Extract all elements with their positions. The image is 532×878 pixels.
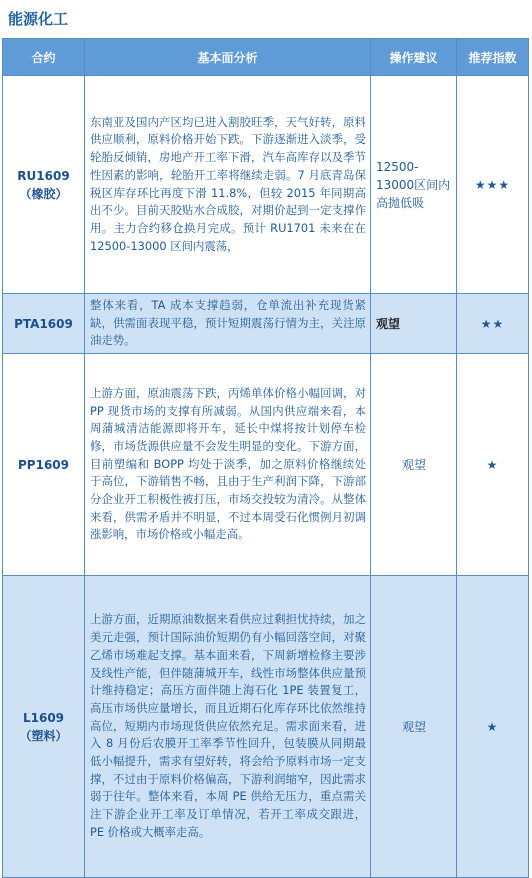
rating-stars: ★ bbox=[457, 576, 529, 878]
analysis-cell: 东南亚及国内产区均已进入割胶旺季，天气好转，原料供应顺利，原料价格开始下跌。下游逐渐进入淡季，受轮胎反倾销，房地产开工率下滑，汽车高库存以及季节性因素的影响，轮胎开工率将继续走弱。7 月底青岛保税区库存环比再度下滑 11.8%，但较 2015 年同期高出不少。目前天胶贴水合成胶，对期价起到一定支撑作用。主力合约移仓换月完成。预计 RU1701 未来在在 12500-13000 区间内震荡， bbox=[85, 76, 371, 294]
page-title: 能源化工 bbox=[8, 10, 69, 28]
contract-code: PP1609 bbox=[18, 457, 69, 472]
header-advice: 操作建议 bbox=[371, 39, 457, 76]
advice-cell: 观望 bbox=[371, 294, 457, 354]
contract-cell bbox=[3, 76, 85, 294]
contract-cell bbox=[3, 354, 85, 576]
contract-subtitle: （橡胶） bbox=[19, 186, 68, 201]
contract-code: RU1609 bbox=[17, 168, 70, 183]
header-contract: 合约 bbox=[3, 39, 85, 76]
contract-code: L1609 bbox=[22, 710, 65, 725]
contract-cell bbox=[3, 576, 85, 878]
table-row bbox=[3, 294, 529, 354]
table-row bbox=[3, 576, 529, 878]
table-header-row bbox=[3, 39, 529, 76]
advice-cell: 12500-13000区间内高抛低吸 bbox=[371, 76, 457, 294]
contract-code: PTA1609 bbox=[14, 316, 73, 331]
rating-stars: ★★ bbox=[457, 294, 529, 354]
rating-stars: ★ bbox=[457, 354, 529, 576]
header-analysis: 基本面分析 bbox=[85, 39, 371, 76]
contract-subtitle: （塑料） bbox=[19, 728, 68, 743]
analysis-cell: 上游方面，原油震荡下跌，丙烯单体价格小幅回调，对 PP 现货市场的支撑有所减弱。从国内供应端来看，本周蒲城清洁能源即将开车，延长中煤将按计划停车检修，市场货源供应量不会发生明显的变化。下游方面，目前塑编和 BOPP 均处于淡季，加之原料价格继续处于高位，下游销售不畅，且由于生产利润下降，下游部分企业开工积极性被打压，市场交投较为清冷。从整体来看，供需矛盾并不明显，不过本周受石化惯例月初调涨影响，市场价格或小幅走高。 bbox=[85, 354, 371, 576]
rating-stars: ★★★ bbox=[457, 76, 529, 294]
recommendation-table bbox=[2, 38, 529, 878]
contract-cell bbox=[3, 294, 85, 354]
analysis-cell: 整体来看，TA 成本支撑趋弱，仓单流出补充现货紧缺，供需面表现平稳，预计短期震荡行情为主，关注原油走势。 bbox=[85, 294, 371, 354]
header-rating: 推荐指数 bbox=[457, 39, 529, 76]
advice-cell: 观望 bbox=[371, 354, 457, 576]
analysis-cell: 上游方面，近期原油数据来看供应过剩担忧持续，加之美元走强，预计国际油价短期仍有小幅回落空间，对聚乙烯市场难起支撑。基本面来看，下周新增检修主要涉及线性产能，但伴随蒲城开车，线性市场整体供应量预计维持稳定；高压方面伴随上海石化 1PE 装置复工，高压市场供应量增长，而且近期石化库存环比依然维持高位，短期内市场现货供应依然充足。需求面来看，进入 8 月份后农膜开工率季节性回升，包装膜从同期最低小幅提升，需求有望好转，将会给予原料市场一定支撑，不过由于原料价格偏高，下游利润缩窄，因此需求弱于往年。整体来看，本周 PE 供给无压力，重点需关注下游企业开工率及订单情况，若开工率成交跟进，PE 价格或大概率走高。 bbox=[85, 576, 371, 878]
table-row bbox=[3, 76, 529, 294]
advice-cell: 观望 bbox=[371, 576, 457, 878]
table-row bbox=[3, 354, 529, 576]
